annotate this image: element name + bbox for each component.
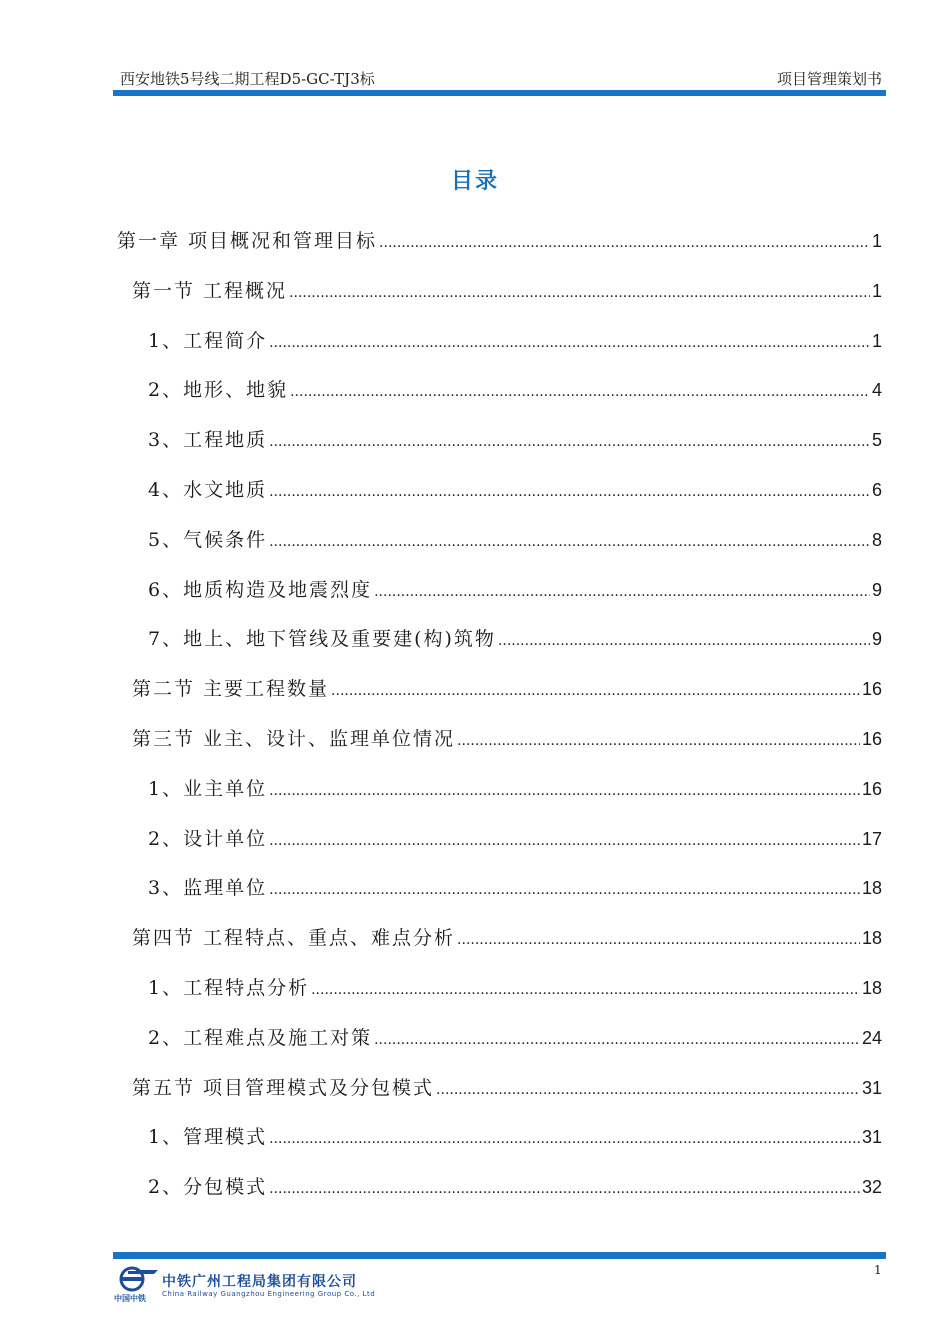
toc-dot-leader xyxy=(374,1015,860,1065)
toc-page-number: 6 xyxy=(871,480,882,500)
toc-entry-text: 2、设计单位 xyxy=(148,827,268,850)
toc-dot-leader xyxy=(269,766,860,816)
toc-dot-leader xyxy=(290,367,870,417)
toc-entry-text: 2、工程难点及施工对策 xyxy=(148,1026,373,1049)
toc-entry[interactable] xyxy=(148,614,882,664)
toc-page-number: 16 xyxy=(861,729,882,749)
toc-page-number: 9 xyxy=(871,579,882,600)
toc-entry[interactable] xyxy=(148,1162,882,1212)
toc-dot-leader xyxy=(269,816,860,866)
toc-page-number: 1 xyxy=(871,231,882,251)
toc-page-number: 18 xyxy=(861,878,882,899)
toc-title: 目录 xyxy=(450,169,499,194)
toc-entry[interactable] xyxy=(132,266,882,316)
toc-dot-leader xyxy=(457,716,860,766)
toc-page-number: 1 xyxy=(871,330,882,351)
toc-entry-text: 第二节 主要工程数量 xyxy=(132,678,330,701)
toc-entry[interactable] xyxy=(148,316,882,366)
toc-dot-leader xyxy=(436,1065,860,1115)
toc-dot-leader xyxy=(331,666,860,716)
toc-entry-text: 3、工程地质 xyxy=(148,429,268,452)
toc-page-number: 16 xyxy=(861,679,882,700)
toc-dot-leader xyxy=(379,218,870,268)
footer-rule xyxy=(113,1252,886,1259)
header-rule xyxy=(113,90,886,96)
toc-entry-text: 1、业主单位 xyxy=(148,777,268,800)
company-name-en: China Railway Guangzhou Engineering Group Co., Ltd xyxy=(162,1290,376,1298)
toc-entry[interactable] xyxy=(148,415,882,465)
toc-entry-text: 2、地形、地貌 xyxy=(148,379,289,402)
toc-entry[interactable] xyxy=(148,1112,882,1162)
toc-entry[interactable] xyxy=(148,863,882,913)
toc-dot-leader xyxy=(374,567,870,617)
toc-entry-text: 3、监理单位 xyxy=(148,877,268,900)
toc-page-number: 31 xyxy=(861,1077,882,1098)
toc-entry-text: 第一节 工程概况 xyxy=(132,279,288,302)
toc-dot-leader xyxy=(269,517,870,567)
toc-page-number: 8 xyxy=(871,529,882,550)
toc-dot-leader xyxy=(311,965,860,1015)
toc-dot-leader xyxy=(269,1164,860,1214)
toc-entry[interactable] xyxy=(132,1063,882,1113)
toc-entry-text: 第一章 项目概况和管理目标 xyxy=(117,230,378,252)
toc-page-number: 5 xyxy=(871,430,882,451)
toc-dot-leader xyxy=(269,467,870,517)
toc-dot-leader xyxy=(269,318,870,368)
toc-page-number: 16 xyxy=(861,778,882,799)
toc-entry-text: 1、工程特点分析 xyxy=(148,977,310,999)
footer-page-number: 1 xyxy=(874,1263,882,1277)
toc-entry[interactable] xyxy=(117,216,882,266)
toc-entry-text: 6、地质构造及地震烈度 xyxy=(148,578,373,601)
toc-entry-text: 第四节 工程特点、重点、难点分析 xyxy=(132,927,456,950)
toc-entry[interactable] xyxy=(148,814,882,864)
toc-page-number: 32 xyxy=(861,1177,882,1198)
toc-entry-text: 1、工程简介 xyxy=(148,329,268,352)
toc-dot-leader xyxy=(498,616,870,666)
toc-entry-text: 第五节 项目管理模式及分包模式 xyxy=(132,1076,435,1099)
toc-page-number: 24 xyxy=(861,1027,882,1048)
toc-entry[interactable] xyxy=(148,1013,882,1063)
toc-page-number: 17 xyxy=(861,828,882,849)
logo-caption: 中国中铁 xyxy=(114,1294,146,1303)
toc-entry-text: 2、分包模式 xyxy=(148,1176,268,1199)
toc-entry-text: 4、水文地质 xyxy=(148,479,268,501)
toc-dot-leader xyxy=(269,865,860,915)
toc-entry-text: 5、气候条件 xyxy=(148,528,268,551)
header-document-title: 西安地铁5号线二期工程D5-GC-TJ3标 xyxy=(120,70,375,88)
toc-entry[interactable] xyxy=(148,365,882,415)
toc-entry-text: 1、管理模式 xyxy=(148,1126,268,1149)
toc-dot-leader xyxy=(269,417,870,467)
toc-page-number: 31 xyxy=(861,1127,882,1148)
company-name-cn: 中铁广州工程局集团有限公司 xyxy=(162,1274,357,1290)
toc-dot-leader xyxy=(457,915,860,965)
toc-page-number: 18 xyxy=(861,928,882,949)
toc-page-number: 4 xyxy=(871,380,882,401)
header-section-title: 项目管理策划书 xyxy=(776,70,882,88)
toc-entry[interactable] xyxy=(132,664,882,714)
toc-page-number: 1 xyxy=(871,280,882,301)
toc-entry[interactable] xyxy=(148,465,882,515)
toc-entry[interactable] xyxy=(148,764,882,814)
toc-page-number: 9 xyxy=(871,629,882,650)
toc-dot-leader xyxy=(289,268,870,318)
toc-page-number: 18 xyxy=(861,978,882,998)
toc-entry[interactable] xyxy=(148,515,882,565)
toc-dot-leader xyxy=(269,1114,860,1164)
toc-entry[interactable] xyxy=(148,565,882,615)
toc-entry-text: 7、地上、地下管线及重要建(构)筑物 xyxy=(148,628,496,651)
toc-entry[interactable] xyxy=(132,714,882,764)
toc-entry[interactable] xyxy=(148,963,882,1013)
toc-entry[interactable] xyxy=(132,913,882,963)
toc-entry-text: 第三节 业主、设计、监理单位情况 xyxy=(132,728,456,750)
